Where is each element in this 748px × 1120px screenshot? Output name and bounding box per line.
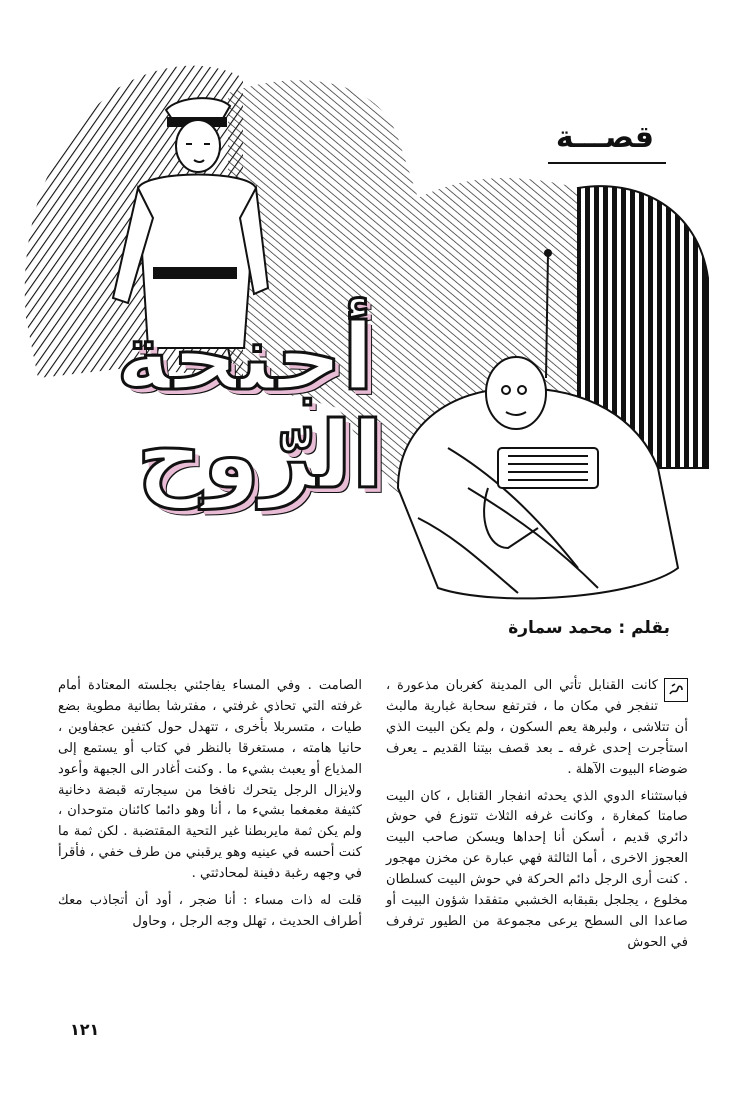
paragraph: الصامت . وفي المساء يفاجئني بجلسته المعتادة أمام غرفته التي تحاذي غرفتي ، مفترشا بطانية مطوية بضع طيات ، متسربلا بأخرى ، تتهدل حول كتفين عجفاوين ، حانيا هامته ، مستغرقا بالنظر في كتاب أو يستمع إلى المذياع أو يعبث بشيء ما . وكنت أغادر الى الجبهة وأعود ولايزال الرجل يتحرك نافخا من سيجارته قبضة دخانية كثيفة مغمغما بشيء ما ، أنا وهو دائما كائنان متوحدان ، ولم يكن ثمة مايربطنا غير التحية المقتضبة . لكن ثمة ما كنت أحسه في عينيه وهو يرقبني من طرف خفي ، فأقرأ في وجهه رغبة دفينة لمحادثتي . [58, 678, 362, 882]
section-label-underline [548, 162, 666, 164]
text-column-left [58, 676, 362, 939]
calligraphic-ornament-icon [664, 678, 688, 702]
story-title-line-2: الرّوح [136, 402, 384, 509]
section-label: قصـــة [555, 120, 655, 155]
paragraph: كانت القنابل تأتي الى المدينة كغربان مذعورة ، تنفجر في مكان ما ، فترتفع سحابة غبارية مالبث أن تتلاشى ، ولبرهة يعم السكون ، ولم يكن البيت الذي استأجرت إحدى غرفه ـ بعد قصف بيتنا القديم ـ يعرف ضوضاء البيوت الآهلة . [386, 678, 688, 777]
story-title-line-1: أجنحة [116, 304, 374, 411]
page-number: ١٢١ [70, 1020, 100, 1039]
paragraph: فباستثناء الدوي الذي يحدثه انفجار القنابل ، كان البيت صامتا كمغارة ، وكانت غرفه الثلاث تتوزع في حوش دائري قديم ، أسكن أنا إحداها ويسكن صاحب البيت العجوز الاخرى ، أما الثالثة فهي عبارة عن مخزن مهجور . كنت أرى الرجل دائم الحركة في حوش البيت كسلطان مخلوع ، يجلجل بقبقابه الخشبي متفقدا شؤون البيت أو صاعدا الى السطح يرعى مجموعة من الطيور ترفرف في الحوش [386, 788, 688, 950]
paragraph: قلت له ذات مساء : أنا ضجر ، أود أن أتجاذب معك أطراف الحديث ، تهلل وجه الرجل ، وحاول [58, 893, 362, 929]
text-column-right [386, 676, 688, 960]
author-byline: بقلم : محمد سمارة [508, 618, 670, 638]
